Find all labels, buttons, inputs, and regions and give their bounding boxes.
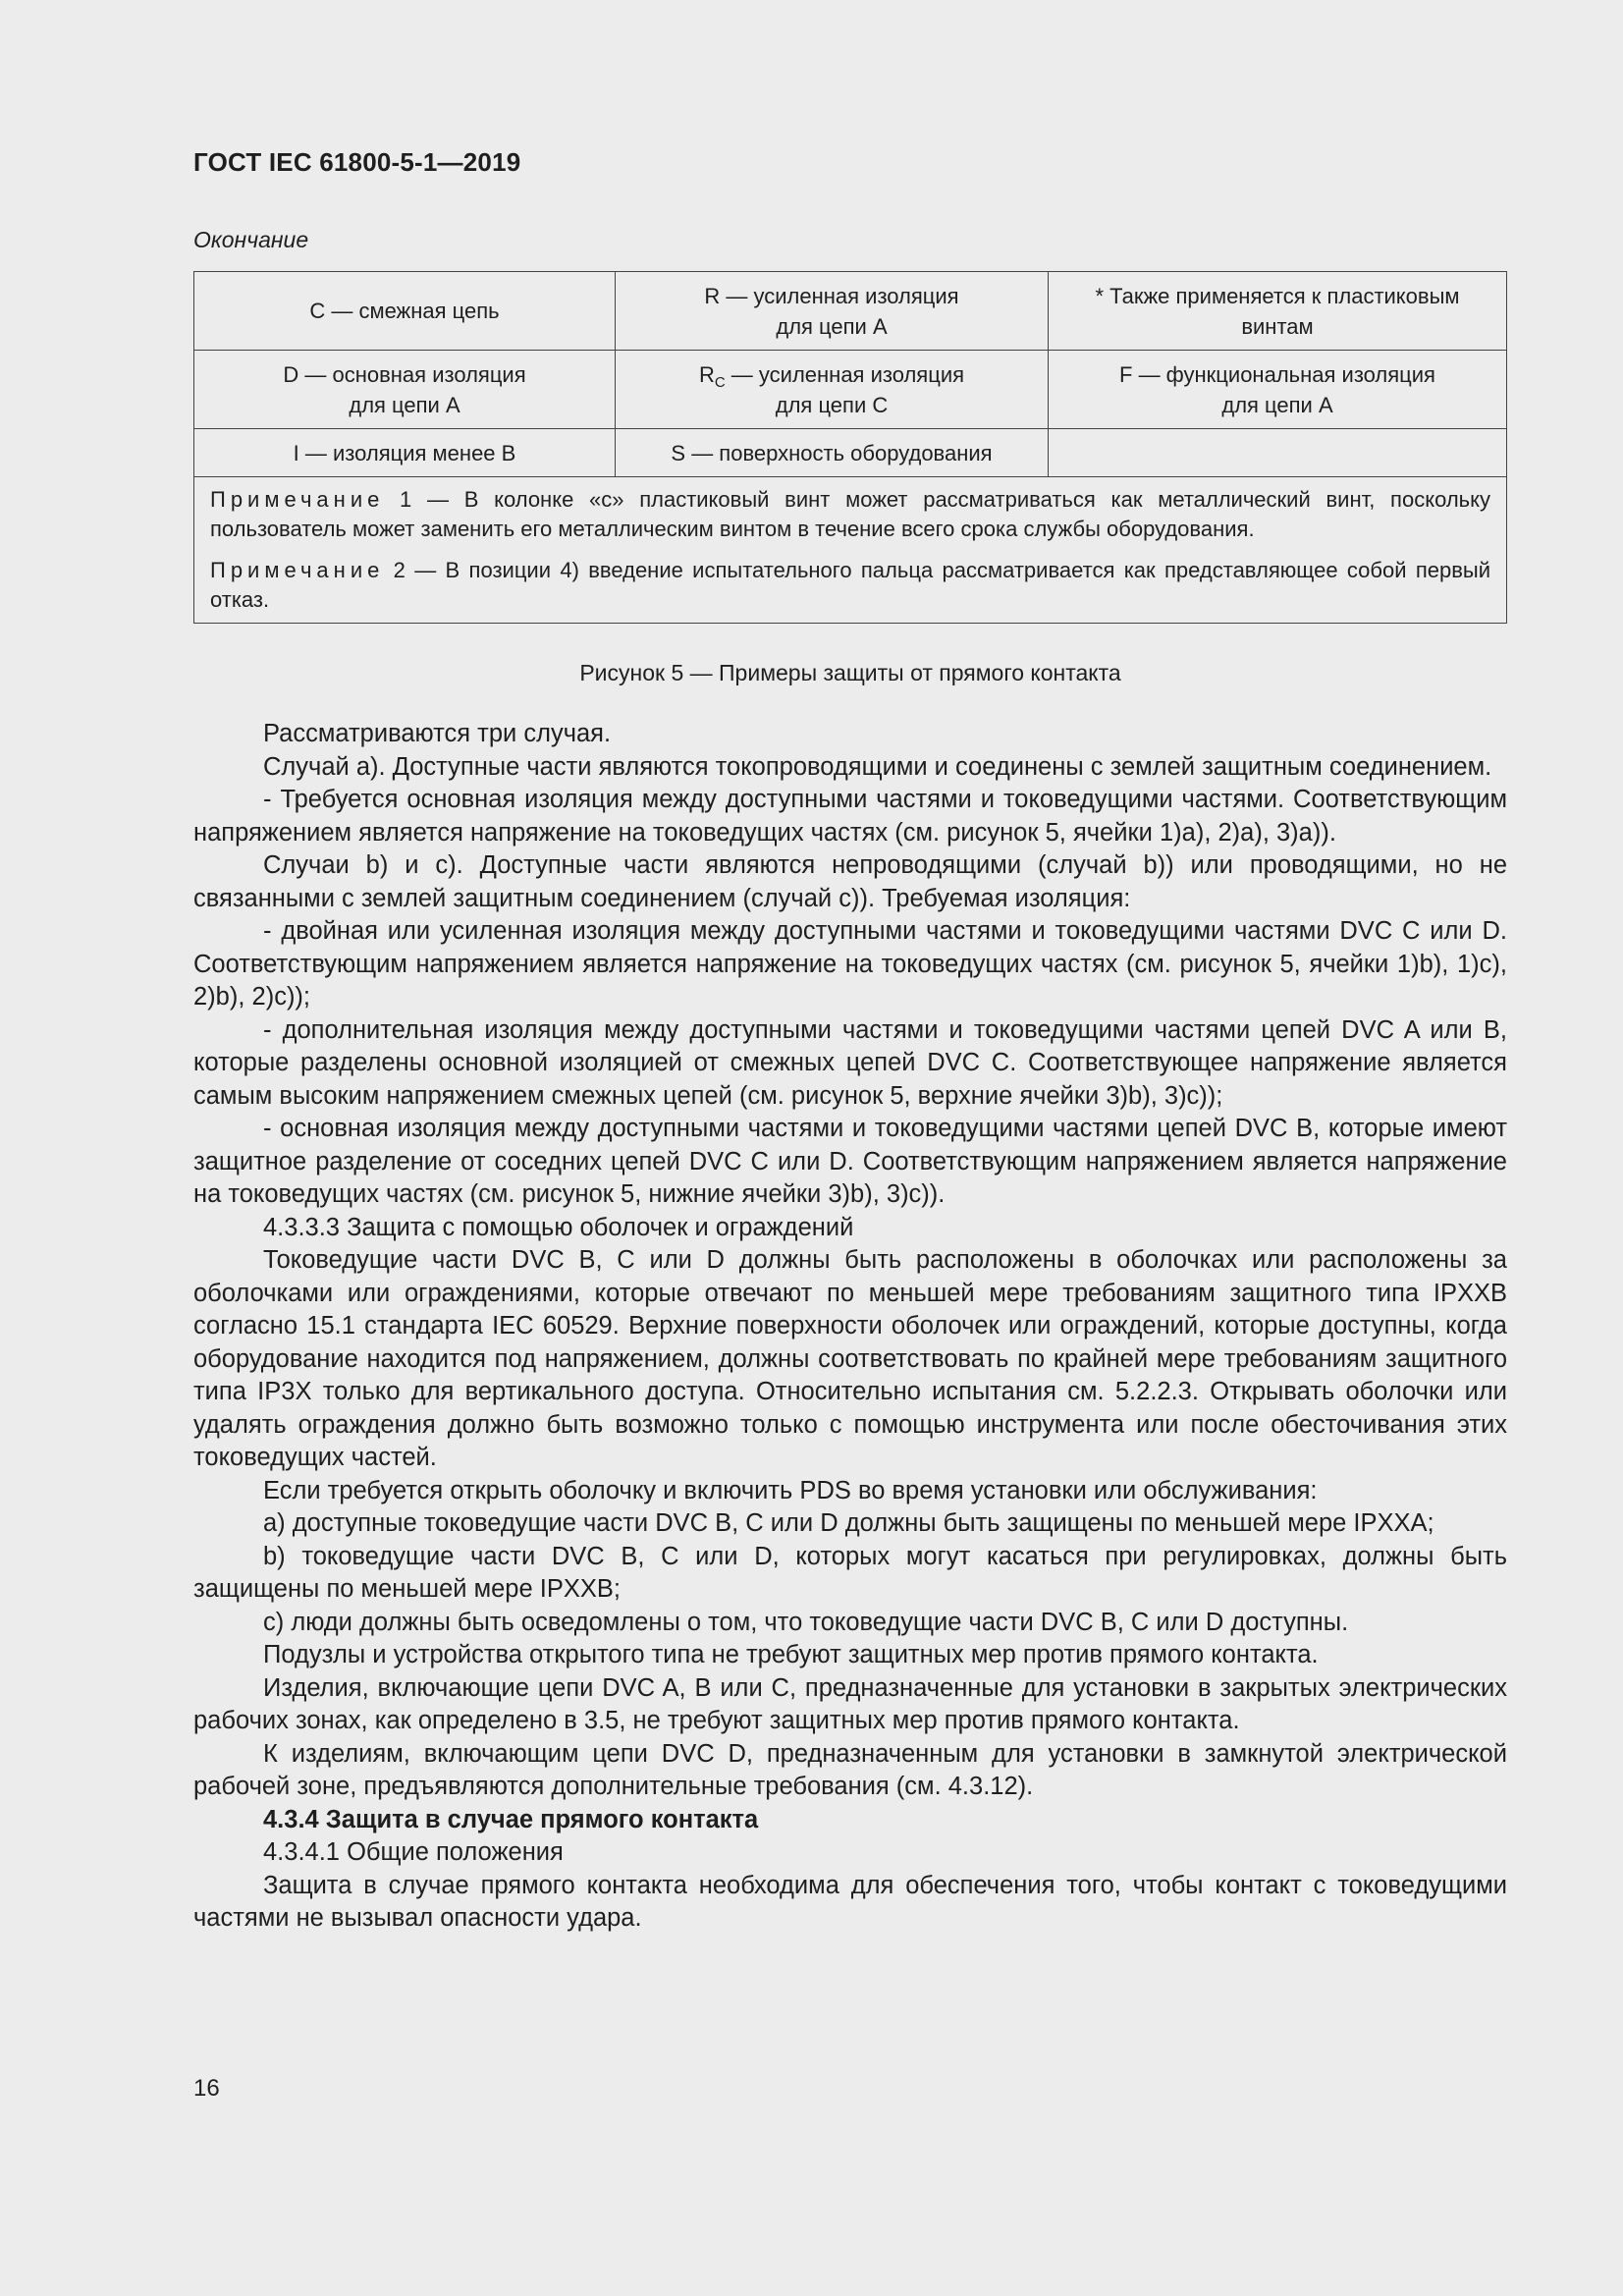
- table-row: [194, 351, 1507, 429]
- note-1: [210, 485, 1490, 544]
- section-heading: 4.3.4.1 Общие положения: [263, 1838, 564, 1866]
- legend-reinforced-a-line2: для цепи A: [776, 313, 888, 339]
- legend-equipment-surface: S — поверхность оборудования: [671, 440, 993, 465]
- note-text: 1 — В колонке «с» пластиковый винт может рассматриваться как металлический винт, поскольку пользователь может заменить его металлическим винтом в течение всего срока службы оборудования.: [210, 487, 1490, 541]
- legend-functional-a-line1: F — функциональная изоляция: [1119, 361, 1435, 387]
- paragraph: b) токоведущие части DVC B, C или D, которых могут касаться при регулировках, должны быть защищены по меньшей мере IPXXB;: [193, 1542, 1507, 1603]
- paragraph: К изделиям, включающим цепи DVC D, предназначенным для установки в замкнутой электрической рабочей зоне, предъявляются дополнительные требования (см. 4.3.12).: [193, 1739, 1507, 1800]
- legend-reinforced-c-line2: для цепи C: [775, 392, 889, 417]
- legend-basic-a-line2: для цепи A: [349, 392, 460, 417]
- table-row: [194, 477, 1507, 624]
- note-label: Примечание: [210, 558, 385, 582]
- legend-rc-subscript: C: [714, 373, 726, 391]
- body-text: [193, 718, 1507, 1936]
- paragraph: Токоведущие части DVC B, C или D должны быть расположены в оболочках или расположены за оболочками или ограждениями, которые отвечают по меньшей мере требованиям защитного типа IPXXB согласно 15.1 стандарта IEC 60529. Верхние поверхности оболочек или ограждений, которые доступны, когда оборудование находится под напряжением, должны соответствовать по крайней мере требованиям защитного типа IP3X только для вертикального доступа. Относительно испытания см. 5.2.2.3. Открывать оболочки или удалять ограждения должно быть возможно только с помощью инструмента или после обесточивания этих токоведущих частей.: [193, 1246, 1507, 1471]
- note-text: 2 — В позиции 4) введение испытательного пальца рассматривается как представляющее собой первый отказ.: [210, 558, 1490, 612]
- paragraph: - Требуется основная изоляция между доступными частями и токоведущими частями. Соответствующим напряжением является напряжение на токоведущих частях (см. рисунок 5, ячейки 1)a), 2)a), 3)a)).: [193, 786, 1507, 847]
- legend-adjacent-circuit: C — смежная цепь: [309, 299, 500, 323]
- legend-plastic-screws-line1: * Также применяется к пластиковым: [1095, 283, 1460, 308]
- legend-insulation-less-b: I — изоляция менее B: [293, 440, 516, 465]
- paragraph: a) доступные токоведущие части DVC B, C или D должны быть защищены по меньшей мере IPXXA;: [263, 1509, 1434, 1537]
- legend-functional-a-line2: для цепи A: [1221, 392, 1333, 417]
- paragraph: Подузлы и устройства открытого типа не требуют защитных мер против прямого контакта.: [263, 1641, 1319, 1668]
- paragraph: Случаи b) и c). Доступные части являются непроводящими (случай b)) или проводящими, но не связанными с землей защитным соединением (случай c)). Требуемая изоляция:: [193, 851, 1507, 912]
- note-label: Примечание: [210, 487, 385, 512]
- continuation-label: Окончание: [193, 227, 309, 252]
- figure-caption: Рисунок 5 — Примеры защиты от прямого контакта: [579, 660, 1121, 685]
- standard-header: ГОСТ IEC 61800-5-1—2019: [193, 147, 521, 177]
- legend-rc-letter: R: [698, 361, 715, 387]
- table-row: [194, 272, 1507, 351]
- table-cell: [616, 351, 1049, 429]
- section-heading: 4.3.4 Защита в случае прямого контакта: [263, 1805, 759, 1833]
- table-cell: [194, 272, 616, 351]
- paragraph: Рассматриваются три случая.: [263, 720, 612, 747]
- table-cell: [194, 351, 616, 429]
- notes-cell: [194, 477, 1507, 624]
- table-cell: [616, 272, 1049, 351]
- paragraph: - основная изоляция между доступными частями и токоведущими частями цепей DVC B, которые имеют защитное разделение от соседних цепей DVC C или D. Соответствующим напряжением является напряжение на токоведущих частях (см. рисунок 5, нижние ячейки 3)b), 3)c)).: [193, 1115, 1507, 1208]
- paragraph: Изделия, включающие цепи DVC A, B или C, предназначенные для установки в закрытых электрических рабочих зонах, как определено в 3.5, не требуют защитных мер против прямого контакта.: [193, 1673, 1507, 1734]
- paragraph: Защита в случае прямого контакта необходима для обеспечения того, чтобы контакт с токоведущими частями не вызывал опасности удара.: [193, 1871, 1507, 1932]
- table-row: [194, 429, 1507, 477]
- paragraph: Случай a). Доступные части являются токопроводящими и соединены с землей защитным соединением.: [263, 752, 1492, 781]
- table-cell: [1049, 351, 1507, 429]
- page-number: 16: [193, 2075, 220, 2102]
- note-2: [210, 556, 1490, 615]
- legend-basic-a-line1: D — основная изоляция: [283, 361, 526, 387]
- table-cell: [194, 429, 616, 477]
- table-cell: [1049, 429, 1507, 477]
- legend-plastic-screws-line2: винтам: [1241, 313, 1314, 339]
- legend-rc-text: — усиленная изоляция: [725, 361, 965, 387]
- section-heading: 4.3.3.3 Защита с помощью оболочек и ограждений: [263, 1213, 854, 1241]
- paragraph: - двойная или усиленная изоляция между доступными частями и токоведущими частями DVC C или D. Соответствующим напряжением является напряжение на токоведущих частях (см. рисунок 5, ячейки 1)b), 1)c), 2)b), 2)c));: [193, 917, 1507, 1011]
- legend-reinforced-c-line1: [625, 359, 1038, 390]
- legend-reinforced-a-line1: R — усиленная изоляция: [704, 283, 959, 308]
- paragraph: - дополнительная изоляция между доступными частями и токоведущими частями цепей DVC A или B, которые разделены основной изоляцией от смежных цепей DVC C. Соответствующее напряжение является самым высоким напряжением смежных цепей (см. рисунок 5, верхние ячейки 3)b), 3)c));: [193, 1015, 1507, 1110]
- table-cell: [1049, 272, 1507, 351]
- paragraph: c) люди должны быть осведомлены о том, что токоведущие части DVC B, C или D доступны.: [263, 1608, 1349, 1636]
- table-cell: [616, 429, 1049, 477]
- figure-legend-table: [193, 271, 1507, 624]
- paragraph: Если требуется открыть оболочку и включить PDS во время установки или обслуживания:: [263, 1476, 1318, 1504]
